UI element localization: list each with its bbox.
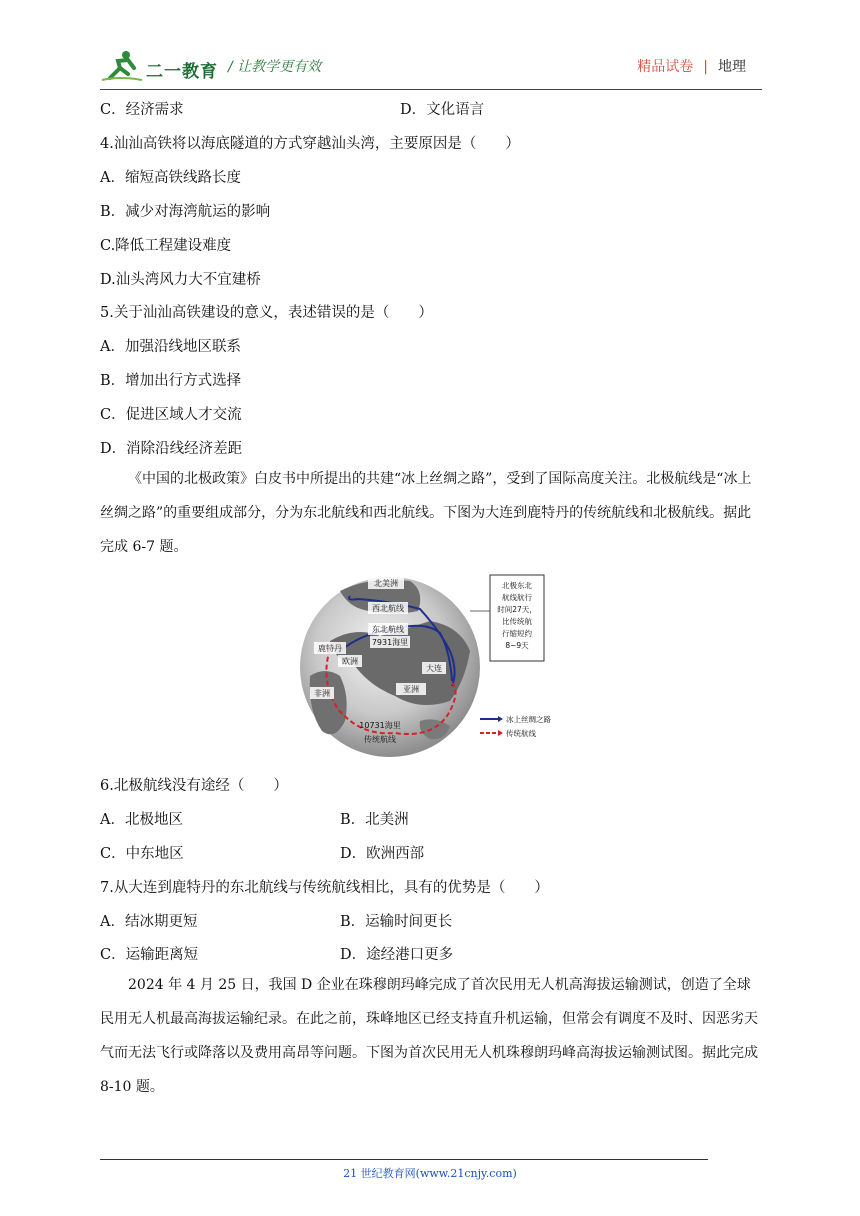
label-rotterdam: 鹿特丹: [318, 644, 342, 653]
label-northeast-route: 东北航线: [372, 625, 404, 634]
slogan: / 让教学更有效: [228, 59, 322, 75]
arctic-route-figure: [300, 571, 560, 761]
q6-stem: 6.北极航线没有途经（ ）: [100, 778, 288, 794]
q6-option-b: B．北美洲: [340, 812, 409, 828]
note-line-4: 比传统航: [502, 617, 532, 626]
q6-option-d: D．欧洲西部: [340, 846, 425, 862]
header-tag: 精品试卷: [637, 59, 694, 75]
label-africa: 非洲: [314, 689, 330, 698]
arctic-route-map: [300, 571, 560, 761]
label-north-america: 北美洲: [374, 579, 398, 588]
footer-rule: [100, 1159, 708, 1160]
q3-option-d: D．文化语言: [400, 102, 485, 118]
logo-text: 二一教育: [146, 62, 218, 82]
logo: [100, 48, 230, 82]
q6-option-a: A．北极地区: [100, 812, 183, 828]
q3-option-c: C．经济需求: [100, 102, 184, 118]
q5-option-d: D．消除沿线经济差距: [100, 441, 243, 457]
q5-option-a: A．加强沿线地区联系: [100, 339, 241, 355]
q5-option-b: B．增加出行方式选择: [100, 373, 242, 389]
header-rule: [100, 89, 762, 90]
q4-option-a: A．缩短高铁线路长度: [100, 170, 241, 186]
q7-option-d: D．途经港口更多: [340, 947, 454, 963]
label-dalian: 大连: [426, 664, 442, 673]
passage-arctic: 《中国的北极政策》白皮书中所提出的共建“冰上丝绸之路”，受到了国际高度关注。北极航线是“冰上丝绸之路”的重要组成部分，分为东北航线和西北航线。下图为大连到鹿特丹的传统航线和北极航线。据此完成 6-7 题。: [100, 471, 752, 555]
q4-option-d: D.汕头湾风力大不宜建桥: [100, 272, 261, 288]
footer-source: 21 世纪教育网(www.21cnjy.com): [343, 1167, 517, 1180]
note-line-5: 行缩短约: [502, 629, 532, 638]
header-right: [637, 56, 746, 76]
label-asia: 亚洲: [403, 685, 419, 694]
note-line-3: 时间27天，: [497, 605, 537, 614]
note-line-2: 航线航行: [502, 593, 532, 602]
q4-option-b: B．减少对海湾航运的影响: [100, 204, 271, 220]
note-line-1: 北极东北: [502, 581, 532, 590]
header-subject: 地理: [718, 59, 746, 75]
header-separator: |: [703, 59, 708, 75]
label-northwest-route: 西北航线: [372, 604, 404, 613]
runner-logo-icon: [100, 48, 144, 82]
label-arctic-distance: 7931海里: [371, 638, 409, 647]
label-europe: 欧洲: [342, 657, 358, 666]
label-traditional-distance: 10731海里: [359, 721, 401, 730]
q5-option-c: C．促进区域人才交流: [100, 407, 242, 423]
q7-stem: 7.从大连到鹿特丹的东北航线与传统航线相比，具有的优势是（ ）: [100, 880, 549, 896]
legend-traditional-label: 传统航线: [506, 729, 536, 738]
q7-option-b: B．运输时间更长: [340, 914, 453, 930]
passage-drone: 2024 年 4 月 25 日，我国 D 企业在珠穆朗玛峰完成了首次民用无人机高海拔运输测试，创造了全球民用无人机最高海拔运输纪录。在此之前，珠峰地区已经支持直升机运输，但常会有调度不及时、因恶劣天气而无法飞行或降落以及费用高昂等问题。下图为首次民用无人机珠穆朗玛峰高海拔运输测试图。据此完成 8-10 题。: [100, 977, 758, 1095]
q7-option-c: C．运输距离短: [100, 947, 199, 963]
legend-ice-silk-label: 冰上丝绸之路: [506, 715, 551, 724]
label-traditional-route: 传统航线: [364, 735, 396, 744]
q5-stem: 5.关于汕汕高铁建设的意义，表述错误的是（ ）: [100, 305, 433, 321]
q4-option-c: C.降低工程建设难度: [100, 238, 232, 254]
note-line-6: 8~9天: [505, 641, 529, 650]
q6-option-c: C．中东地区: [100, 846, 184, 862]
land-africa: [310, 671, 347, 734]
q4-stem: 4.汕汕高铁将以海底隧道的方式穿越汕头湾，主要原因是（ ）: [100, 136, 520, 152]
q7-option-a: A．结冰期更短: [100, 914, 198, 930]
page-header: [100, 44, 762, 90]
